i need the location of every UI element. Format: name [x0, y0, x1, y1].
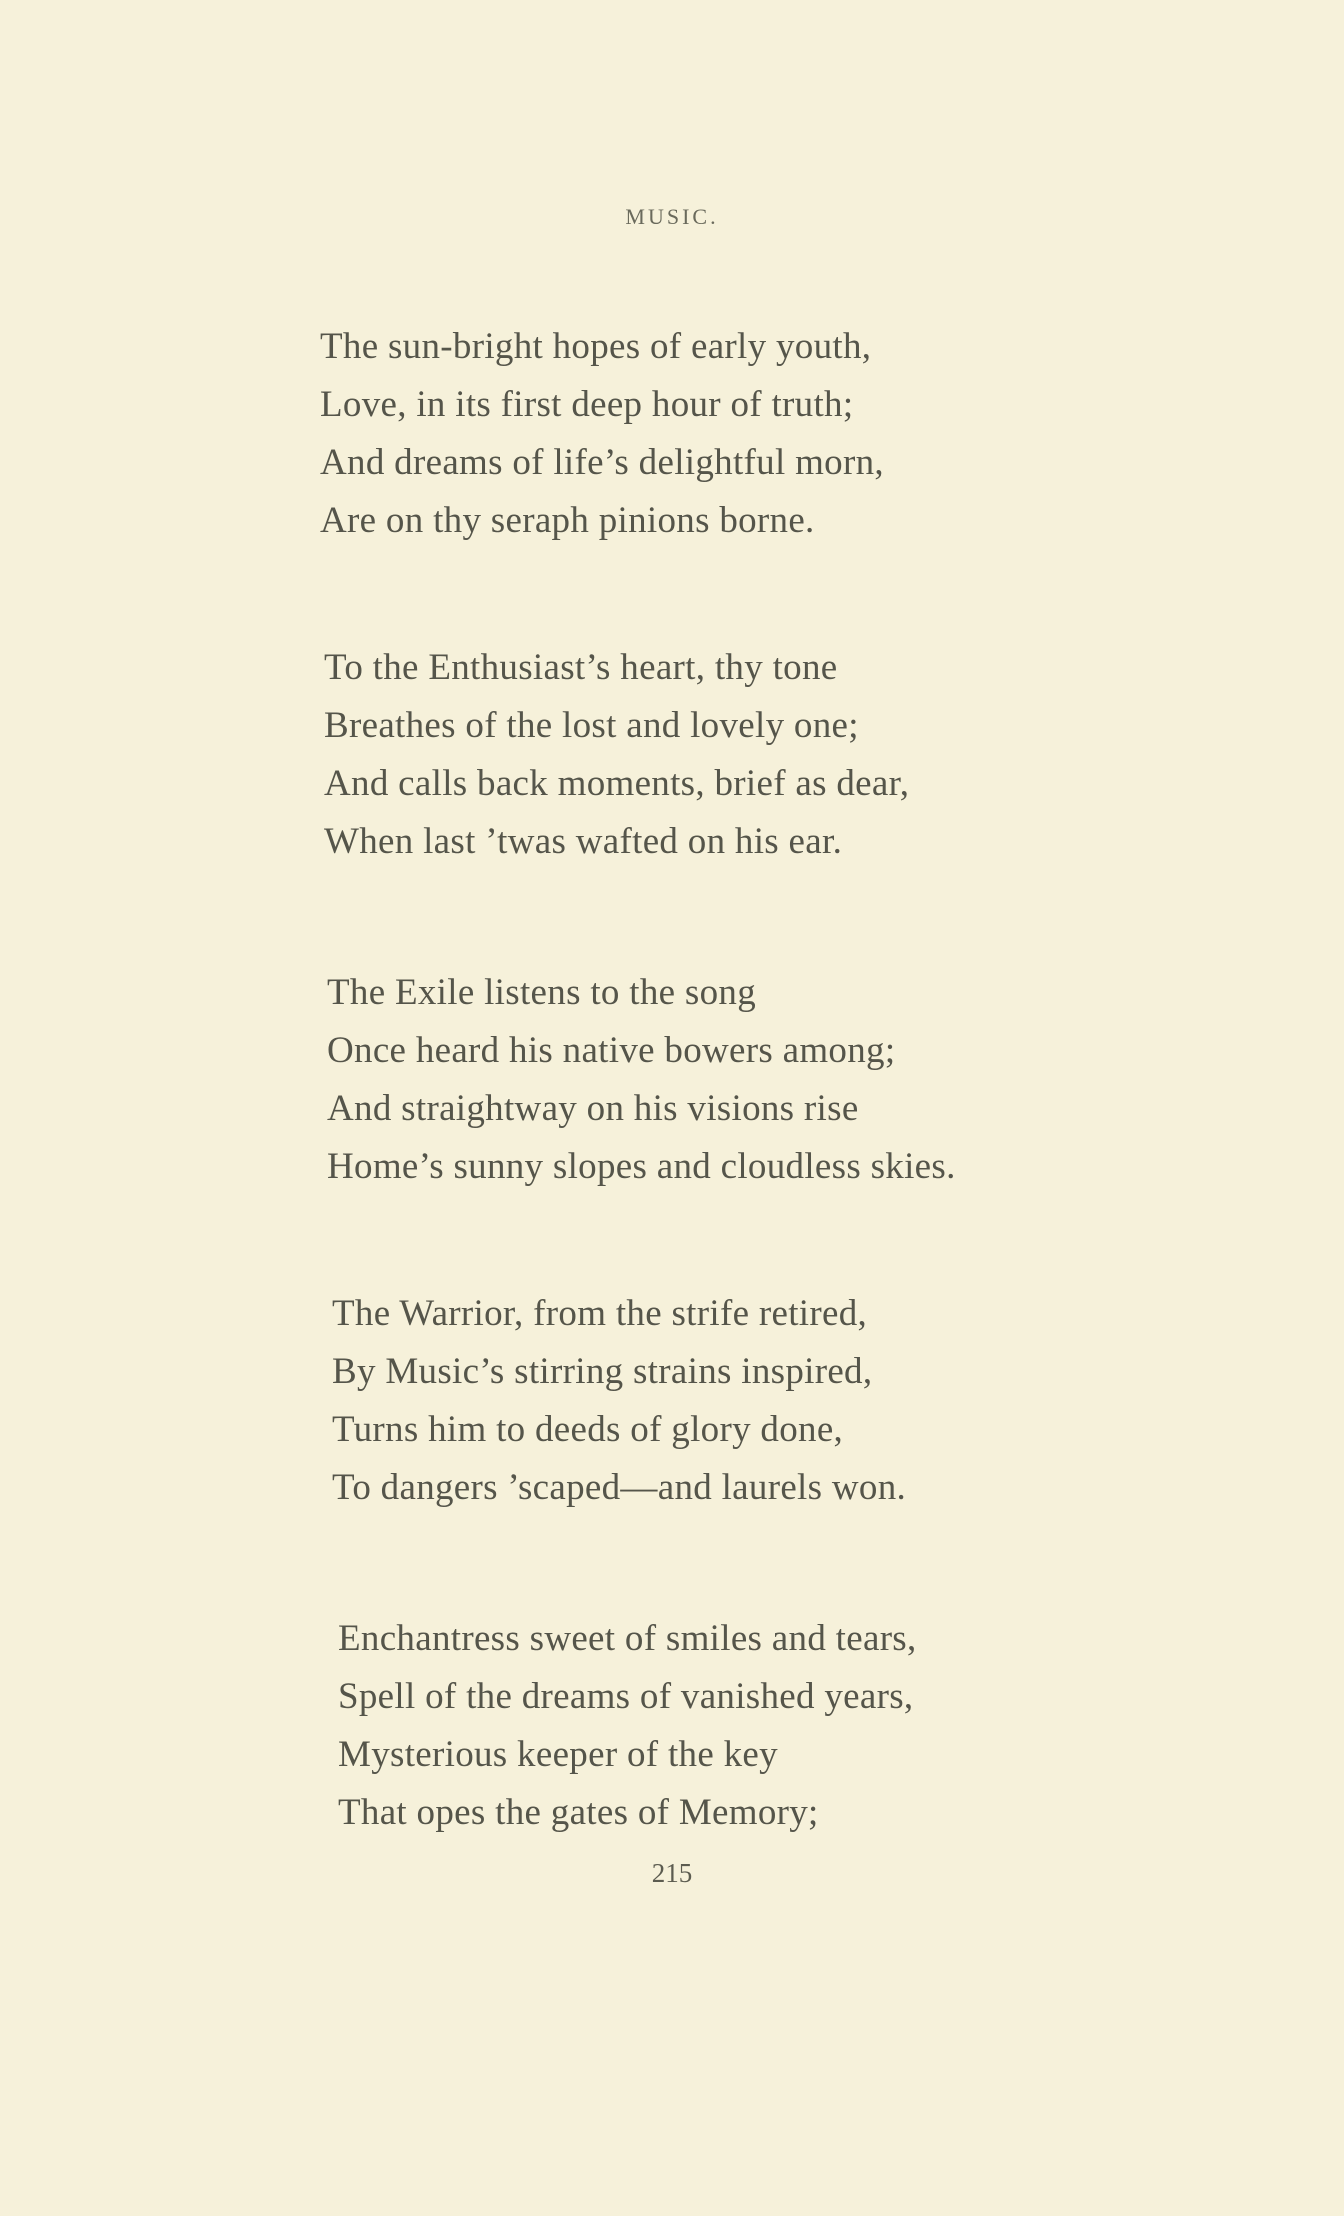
verse-line: Mysterious keeper of the key	[338, 1734, 778, 1775]
verse-line: Spell of the dreams of vanished years,	[338, 1676, 914, 1717]
stanza-5	[338, 1610, 917, 1842]
stanza-3	[327, 964, 956, 1196]
verse-line: When last ’twas wafted on his ear.	[324, 821, 843, 862]
verse-line: Once heard his native bowers among;	[327, 1030, 896, 1071]
verse-line: Love, in its first deep hour of truth;	[320, 384, 854, 425]
verse-line: Are on thy seraph pinions borne.	[320, 500, 815, 541]
page-number: 215	[651, 1858, 693, 1888]
verse-line: And calls back moments, brief as dear,	[324, 763, 910, 804]
verse-line: The Warrior, from the strife retired,	[332, 1293, 868, 1334]
stanza-4	[332, 1285, 906, 1517]
running-head-title: MUSIC.	[625, 204, 719, 229]
verse-line: The sun-bright hopes of early youth,	[320, 326, 872, 367]
verse-line: To dangers ’scaped—and laurels won.	[332, 1467, 907, 1508]
verse-line: Breathes of the lost and lovely one;	[324, 705, 859, 746]
verse-line: Home’s sunny slopes and cloudless skies.	[327, 1146, 956, 1187]
verse-line: By Music’s stirring strains inspired,	[332, 1351, 873, 1392]
verse-line: The Exile listens to the song	[327, 972, 756, 1013]
verse-line: Turns him to deeds of glory done,	[332, 1409, 844, 1450]
verse-line: And dreams of life’s delightful morn,	[320, 442, 884, 483]
verse-line: To the Enthusiast’s heart, thy tone	[324, 647, 838, 688]
stanza-1	[320, 318, 884, 550]
stanza-2	[324, 639, 909, 871]
verse-line: That opes the gates of Memory;	[338, 1792, 819, 1833]
verse-line: Enchantress sweet of smiles and tears,	[338, 1618, 917, 1659]
verse-line: And straightway on his visions rise	[327, 1088, 859, 1129]
